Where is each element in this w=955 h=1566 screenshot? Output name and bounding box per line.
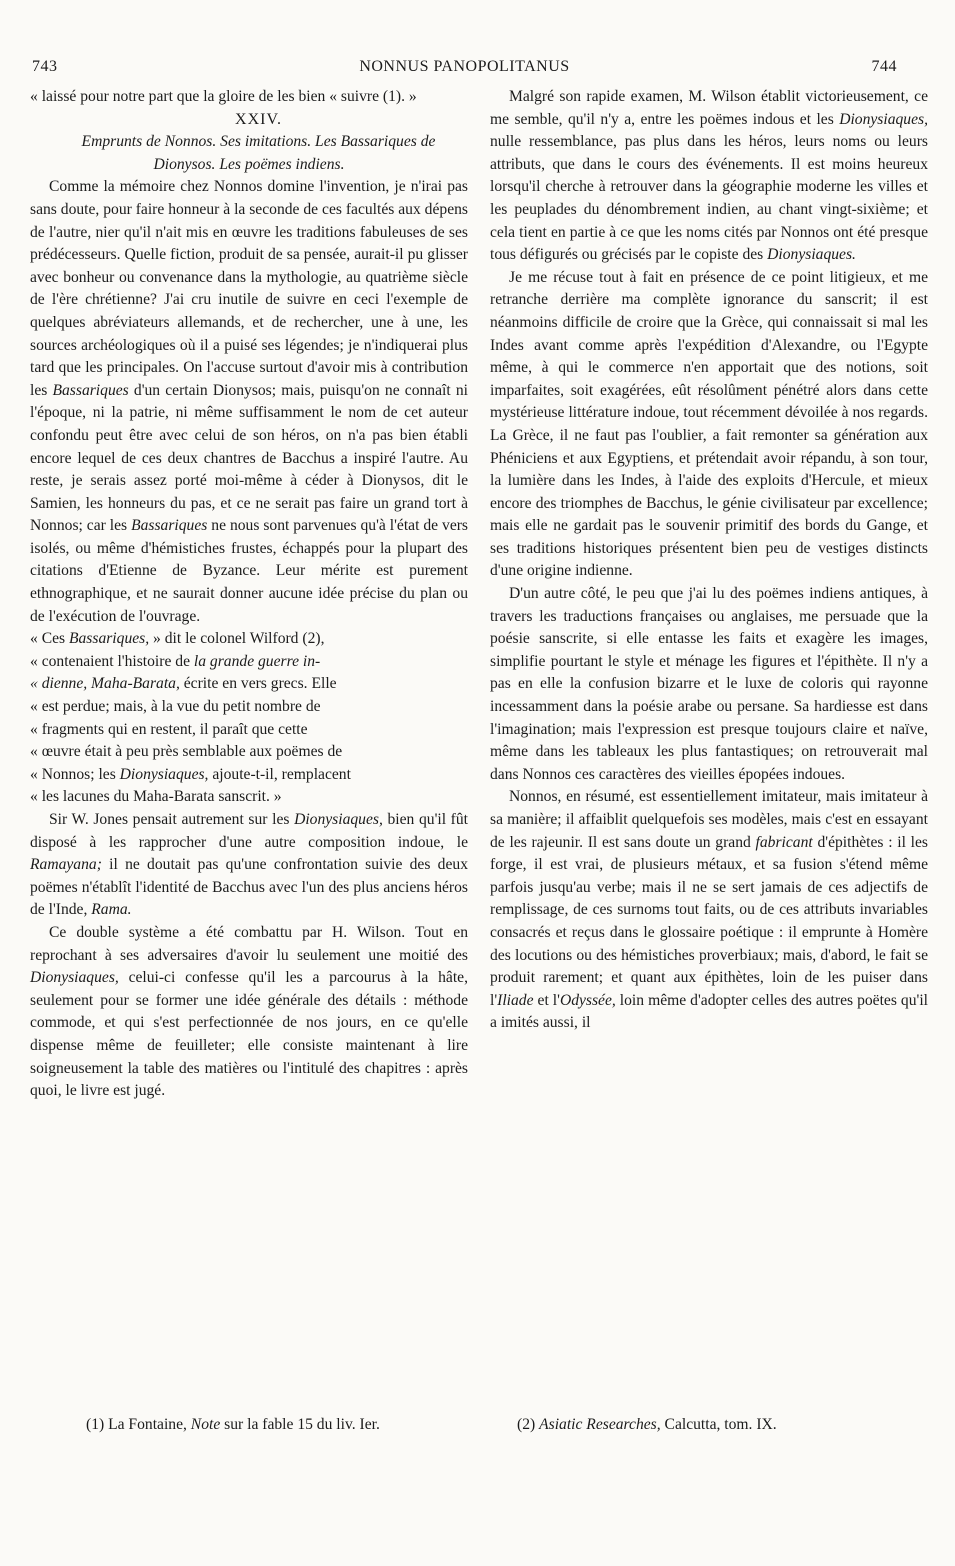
paragraph: Ce double système a été combattu par H. Wilson. Tout en reprochant à ses adversaires d'avoir lu seulement une moitié des Dionysiaques, celui-ci confesse qu'il les a parcourus à la hâte, seulement pour se former une idée générale des détails : méthode commode, et qui s'est perfectionnée de nos jours, en ce qu'elle dispense même de feuilleter; elle consiste maintenant à lire soigneusement la table des matières ou l'intitulé des chapitres : après quoi, le livre est jugé. [30,923,468,1100]
footnote-1: (1) La Fontaine, Note sur la fable 15 du liv. Ier. [86,1416,380,1433]
paragraph: Sir W. Jones pensait autrement sur les Dionysiaques, bien qu'il fût disposé à les rapprocher d'une autre composition indoue, le Ramayana; il ne doutait pas qu'une confrontation suivie des deux poëmes n'établît l'identité de Bacchus avec l'un des plus anciens héros de l'Inde, Rama. [30,811,469,919]
footnotes [30,1416,897,1446]
section-number: XXIV. [235,110,282,128]
section-subtitle: Emprunts de Nonnos. Ses imitations. Les Bassariques de Dionysos. Les poëmes indiens. [81,133,436,173]
page-number-right: 744 [871,58,897,75]
wilford-quote: « Ces Bassariques, » dit le colonel Wilford (2), « contenaient l'histoire de la grande guerre in- « dienne, Maha-Barata, écrite en vers grecs. Elle « est perdue; mais, à la vue du petit nombre de « fragments qui en restent, il paraît que cette « œuvre était à peu près semblable aux poëmes de « Nonnos; les Dionysiaques, ajoute-t-il, remplacent « les lacunes du Maha-Barata sanscrit. » [30,630,351,806]
paragraph: Nonnos, en résumé, est essentiellement imitateur, mais imitateur à sa manière; il affaiblit quelquefois ses modèles, mais c'est en essayant de les rajeunir. Il est sans doute un grand fabricant d'épithètes : il les forge, il est vrai, de plusieurs métaux, et sa fusion s'étend même parfois jusqu'au verbe; mais il ne se sert jamais de ces adjectifs de remplissage, de ces surnoms tout faits, ou de ces attributs invariables consacrés et reçus dans le glossaire poétique : il emprunte à Homère des locutions ou des hémistiches proverbiaux; mais, d'abord, le fait se produit rarement; et quant aux épithètes, loin de les puiser dans l'Iliade et l'Odyssée, loin même d'adopter celles des autres poëtes qu'il a imités aussi, il [490,788,928,1032]
right-column [490,86,928,1035]
page-number-left: 743 [32,58,58,75]
footnote-2: (2) Asiatic Researches, Calcutta, tom. IX. [517,1416,777,1433]
paragraph: Malgré son rapide examen, M. Wilson établit victorieusement, ce me semble, qu'il n'y a, entre les poëmes indous et les Dionysiaques, nulle ressemblance, pas plus dans les héros, leurs noms ou leurs attributs, que dans le cours des événements. Il est moins heureux lorsqu'il cherche à retrouver dans la géographie moderne les villes et les peuplades du dénombrement indien, au chant vingt-sixième; et cela tient en partie à ce que les noms cités par Nonnos ont été presque tous défigurés ou grécisés par le copiste des Dionysiaques. [490,88,928,264]
paragraph: Comme la mémoire chez Nonnos domine l'invention, je n'irai pas sans doute, pour faire honneur à la seconde de ces facultés aux dépens de l'autre, nier qu'il n'ait mis en œuvre les traditions fabuleuses de ses prédécesseurs. Quelle fiction, produit de sa pensée, aurait-il pu glisser avec bonheur ou convenance dans la mythologie, au quatrième siècle de l'ère chrétienne? J'ai cru inutile de suivre en ceci l'exemple de quelques abréviateurs allemands, et de rechercher, une à une, les sources archéologiques où il a puisé ses légendes; je n'indiquerai plus tard que les principales. On l'accuse surtout d'avoir mis à contribution les Bassariques d'un certain Dionysos; mais, puisqu'on ne connaît ni l'époque, ni la patrie, ni même suffisamment le nom de cet auteur confondu peut être avec celui de son héros, on n'a pas bien établi encore lequel de ces deux chantres de Bacchus a inspiré l'autre. Au reste, je serais assez porté moi-même à céder à Dionysos, dit le Samien, les honneurs du pas, et ce ne serait pas faire un grand tort à Nonnos; car les Bassariques ne nous sont parvenues qu'à l'état de vers isolés, ou même d'hémistiches frustes, échappés pour la plupart des citations d'Etienne de Byzance. Leur mérite est purement ethnographique, et ne saurait donner aucune idée précise du plan ou de l'exécution de l'ouvrage. [30,178,469,625]
quote-continuation: « laissé pour notre part que la gloire de les bien « suivre (1). » [30,88,417,105]
left-column [30,86,468,1103]
paragraph: D'un autre côté, le peu que j'ai lu des poëmes indiens antiques, à travers les traductions françaises ou anglaises, me persuade que la poésie sanscrite, si elle entasse les faits et exagère les images, simplifie pourtant le style et ménage les figures et l'épithète. Il n'y a pas en elle la confusion bizarre et le luxe de coloris qui rayonne incessamment dans la poésie arabe ou persane. Sa hardiesse est dans l'imagination; mais l'expression est presque toujours claire et naïve, même dans les tableaux les plus fantastiques; on retrouverait mal dans Nonnos ces caractères des vieilles épopées indoues. [490,585,928,783]
paragraph: Je me récuse tout à fait en présence de ce point litigieux, et me retranche derrière ma complète ignorance du sanscrit; il est néanmoins difficile de croire que la Grèce, qui connaissait si mal les Indes avant comme après l'expédition d'Alexandre, ou l'Egypte même, à qui le commerce n'en apportait que des notions, soit imparfaites, soit exagérées, eût résolûment pénétré alors dans cette mystérieuse littérature indoue, tout récemment dévoilée à nos regards. La Grèce, il ne faut pas l'oublier, a fait remonter sa génération aux Phéniciens et aux Egyptiens, et prétendait avoir répandu, à son tour, la lumière dans les Indes, à l'aide des exploits d'Hercule, et mieux encore des triomphes de Bacchus, le génie civilisateur par excellence; mais elle ne gardait pas le souvenir primitif des bords du Gange, et ses traditions historiques présentent bien peu de vestiges distincts d'une origine indienne. [490,268,928,580]
running-title: NONNUS PANOPOLITANUS [359,58,570,75]
running-header [32,58,897,82]
